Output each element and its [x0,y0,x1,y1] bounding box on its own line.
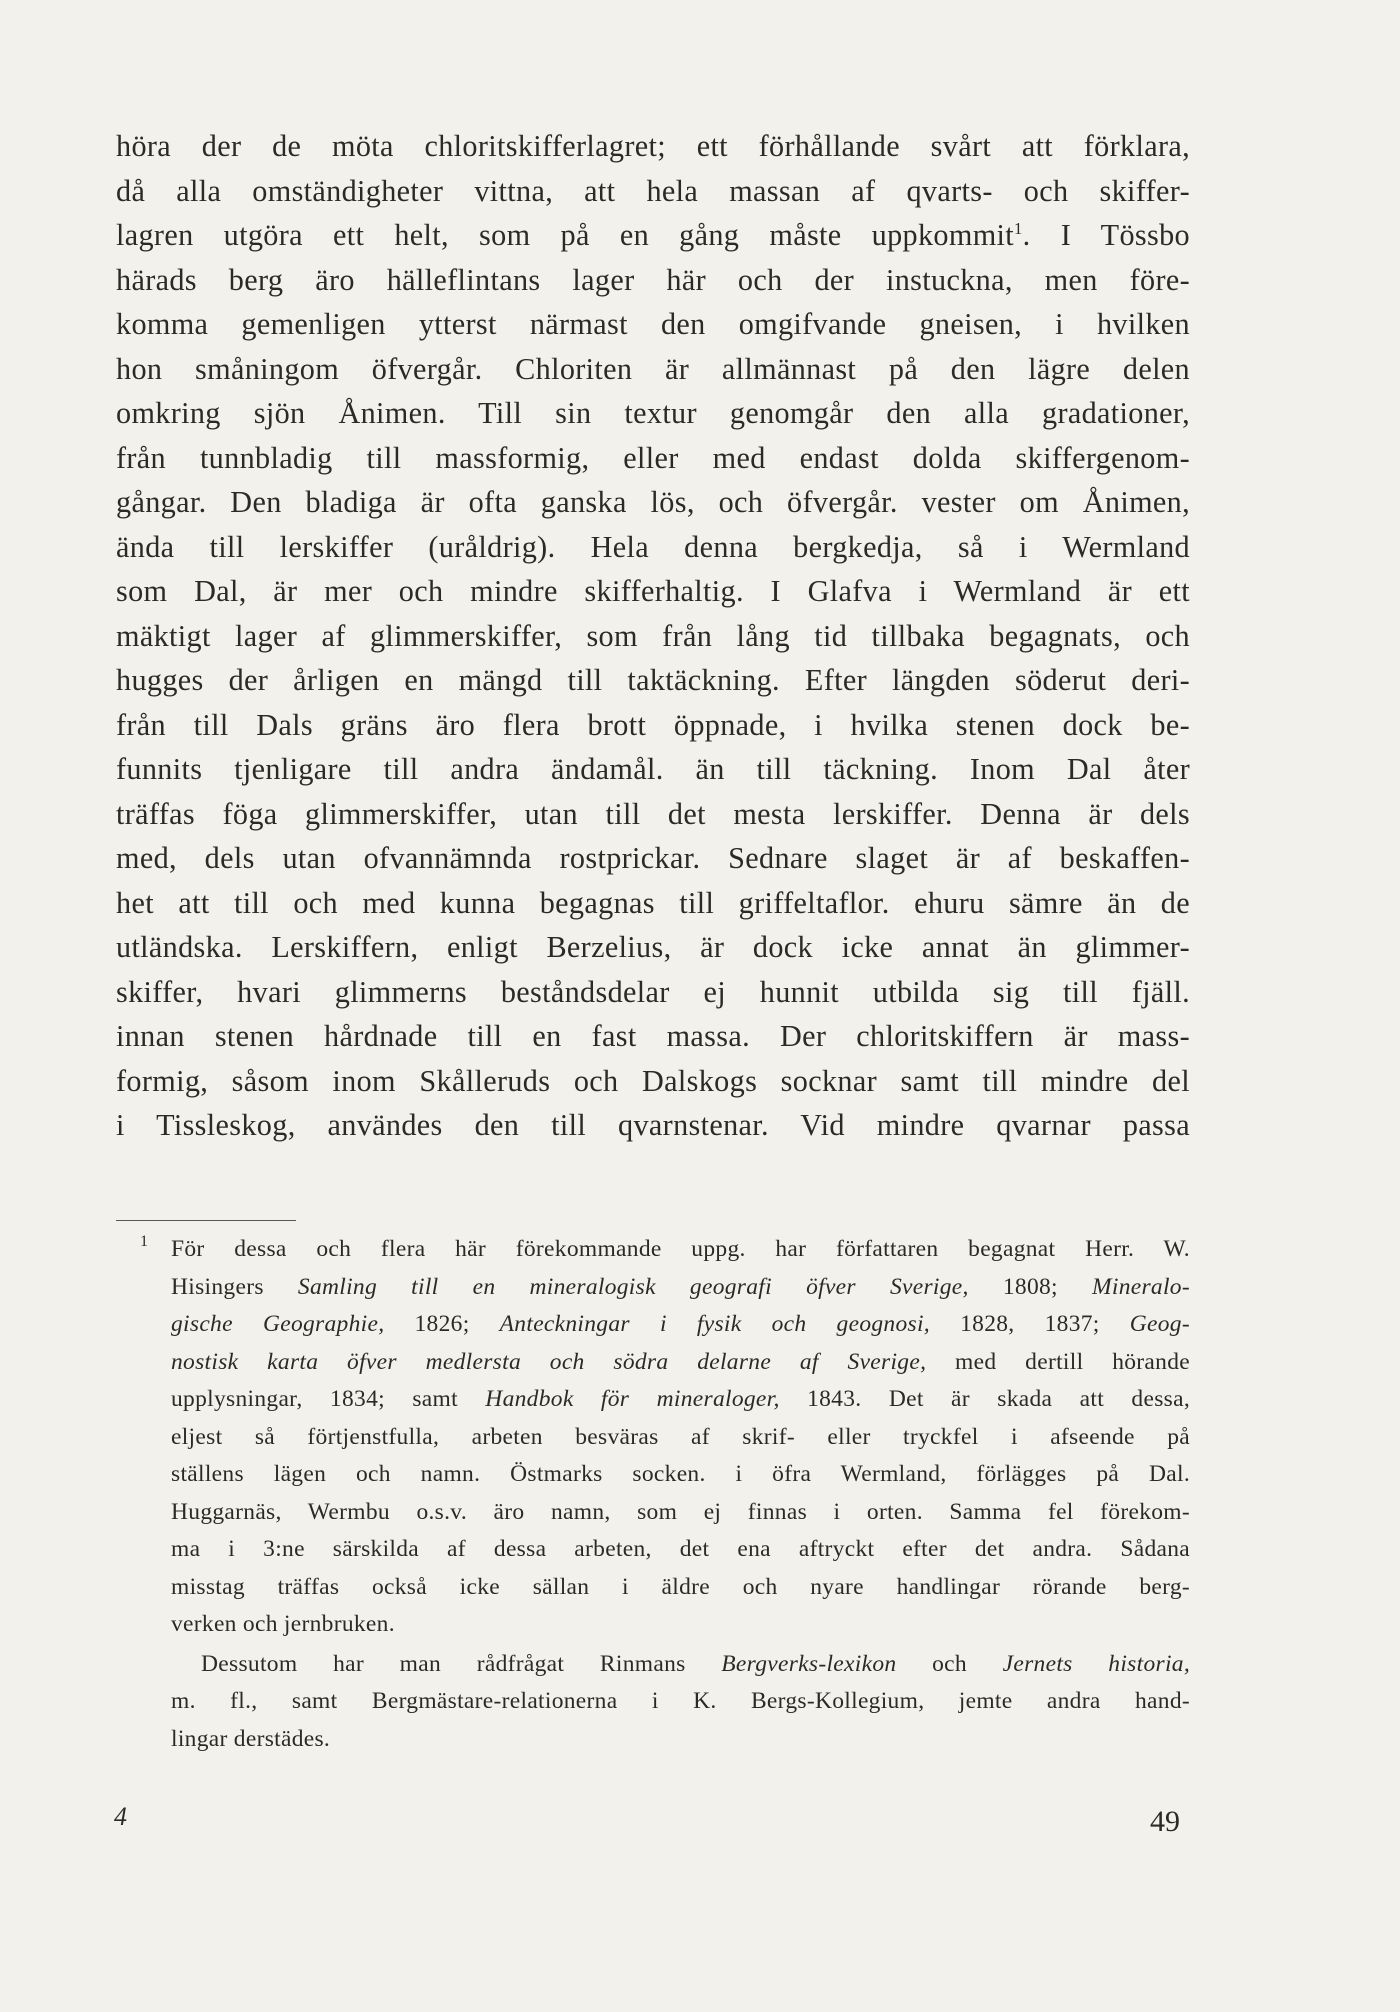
text-line: härads berg äro hälleflintans lager här och der instuckna, men före- [116,262,1190,297]
text-line: från tunnbladig till massformig, eller med endast dolda skiffergenom- [116,440,1190,475]
text-line: skiffer, hvari glimmerns beståndsdelar ej hunnit utbilda sig till fjäll. [116,974,1190,1009]
book-title: Bergverks-lexikon [721,1650,897,1677]
text-fragment: och [896,1650,1003,1677]
text-line: höra der de möta chloritskifferlagret; ett förhållande svårt att förklara, [116,129,1190,163]
text-line: med, dels utan ofvannämnda rostprickar. Sednare slaget är af beskaffen- [116,841,1190,875]
text-fragment: . I Tössbo [1022,218,1190,252]
text-fragment: 1843. Det är skada att dessa, [779,1386,1190,1412]
footnote-paragraph [171,1231,1190,1644]
footnote-line [171,1269,1190,1307]
footnote-line: lingar derstädes. [171,1725,331,1752]
book-title: Samling till en mineralogisk geografi öfver Sverige, [297,1273,969,1300]
book-title: Handbok för mineraloger, [485,1386,780,1412]
footnote-divider [116,1220,296,1221]
footnotes [171,1231,1190,1758]
text-line: ända till lerskiffer (uråldrig). Hela denna bergkedja, så i Wermland [116,529,1190,564]
book-title: Anteckningar i fysik och geognosi, [499,1311,930,1337]
footnote-line: eljest så förtjenstfulla, arbeten besväras af skrif- eller tryckfel i afseende på [171,1423,1190,1450]
text-line: i Tissleskog, användes den till qvarnstenar. Vid mindre qvarnar passa [116,1108,1190,1142]
book-title: Mineralo- [1092,1273,1190,1300]
text-line: då alla omständigheter vittna, att hela massan af qvarts- och skiffer- [116,173,1190,208]
text-line: formig, såsom inom Skålleruds och Dalskogs socknar samt till mindre del [116,1063,1190,1098]
footnote-line: ställens lägen och namn. Östmarks socken. i öfra Wermland, förlägges på Dal. [171,1461,1190,1487]
book-title: Geog- [1129,1311,1190,1337]
text-line: mäktigt lager af glimmerskiffer, som från lång tid tillbaka begagnats, och [116,618,1190,653]
text-line: hugges der årligen en mängd till taktäckning. Efter längden söderut deri- [116,663,1190,697]
text-fragment: 1828, 1837; [929,1311,1130,1337]
text-line: funnits tjenligare till andra ändamål. än till täckning. Inom Dal åter [116,752,1190,786]
footnote-marker: 1 [140,1233,148,1250]
footnote-line [171,1646,1190,1684]
book-title: nostisk karta öfver medlersta och södra delarne af Sverige, [171,1348,927,1375]
text-line: komma gemenligen ytterst närmast den omgifvande gneisen, i hvilken [116,307,1190,341]
footnote-line: För dessa och flera här förekommande uppg. har författaren begagnat Herr. W. [171,1236,1190,1262]
text-line: utländska. Lerskiffern, enligt Berzelius, är dock icke annat än glimmer- [116,930,1190,964]
text-line: het att till och med kunna begagnas till griffeltaflor. ehuru sämre än de [116,885,1190,920]
text-line [116,213,1190,258]
text-fragment: upplysningar, 1834; samt [171,1386,486,1412]
footnote-line: misstag träffas också icke sällan i äldre och nyare handlingar rörande berg- [171,1573,1190,1600]
text-line: gångar. Den bladiga är ofta ganska lös, och öfvergår. vester om Ånimen, [116,485,1190,519]
footnote-paragraph [171,1646,1190,1759]
signature-mark: 4 [114,1802,127,1831]
text-fragment: med dertill hörande [926,1348,1190,1375]
text-line: från till Dals gräns äro flera brott öppnade, i hvilka stenen dock be- [116,707,1190,742]
book-title: gische Geographie, [171,1311,385,1337]
text-line: omkring sjön Ånimen. Till sin textur genomgår den alla gradationer, [116,396,1190,430]
text-line: träffas föga glimmerskiffer, utan till det mesta lerskiffer. Denna är dels [116,796,1190,831]
text-line: innan stenen hårdnade till en fast massa. Der chloritskiffern är mass- [116,1019,1190,1053]
footnote-line: verken och jernbruken. [171,1611,395,1637]
footnote-line: Huggarnäs, Wermbu o.s.v. äro namn, som ej finnas i orten. Samma fel förekom- [171,1498,1190,1525]
footnote-line: m. fl., samt Bergmästare-relationerna i K. Bergs-Kollegium, jemte andra hand- [171,1688,1190,1714]
footnote-line [171,1381,1190,1419]
text-fragment: Dessutom har man rådfrågat Rinmans [201,1650,722,1677]
footnote-reference: 1 [1014,218,1023,238]
footnote-line [171,1344,1190,1382]
footnote-line [171,1306,1190,1344]
text-fragment: 1826; [384,1311,500,1337]
text-line: hon småningom öfvergår. Chloriten är allmännast på den lägre delen [116,351,1190,386]
book-title: Jernets historia, [1002,1650,1191,1677]
text-fragment: 1808; [968,1273,1092,1300]
text-line: som Dal, är mer och mindre skifferhaltig. I Glafva i Wermland är ett [116,574,1190,608]
text-fragment: Hisingers [171,1273,298,1300]
main-text [116,124,1190,1148]
footnote-line: ma i 3:ne särskilda af dessa arbeten, det ena aftryckt efter det andra. Sådana [171,1536,1190,1562]
page-number: 49 [1150,1805,1180,1838]
text-fragment: lagren utgöra ett helt, som på en gång måste uppkommit [116,218,1015,252]
